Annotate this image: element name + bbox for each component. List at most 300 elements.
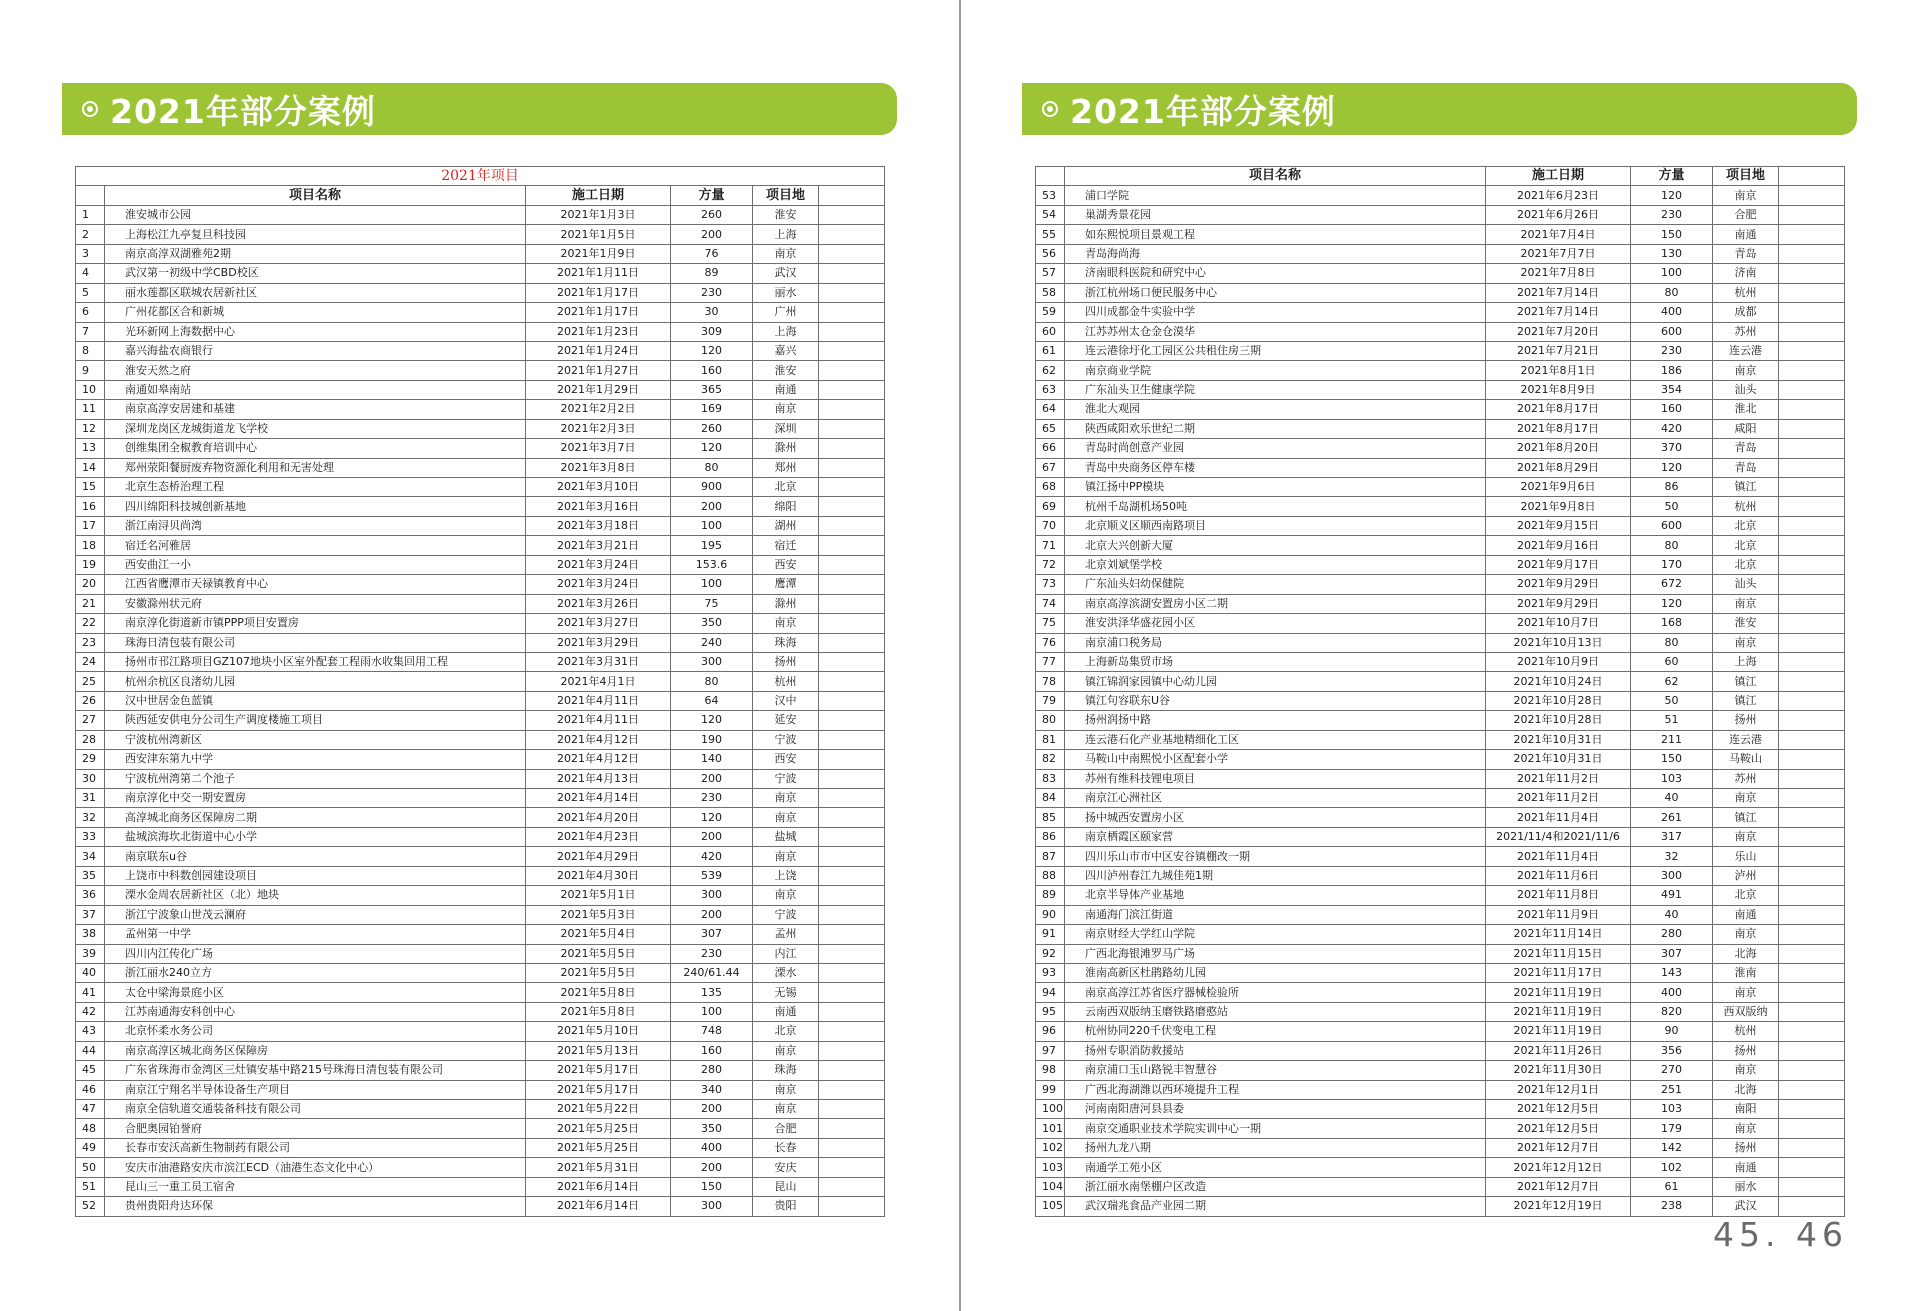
row-number: 63 xyxy=(1036,380,1065,399)
page-number: 45. 46 xyxy=(1713,1215,1848,1254)
project-location: 青岛 xyxy=(1713,458,1779,477)
project-location: 杭州 xyxy=(753,672,819,691)
project-name: 南京交通职业技术学院实训中心一期 xyxy=(1065,1119,1486,1138)
project-name: 苏州有维科技锂电项目 xyxy=(1065,769,1486,788)
table-row xyxy=(76,1022,885,1041)
project-name: 溧水金周农居新社区（北）地块 xyxy=(105,886,526,905)
table-row xyxy=(76,341,885,360)
project-name: 西安曲江一小 xyxy=(105,555,526,574)
row-number: 105 xyxy=(1036,1197,1065,1216)
row-number: 83 xyxy=(1036,769,1065,788)
table-row xyxy=(76,555,885,574)
row-number: 28 xyxy=(76,730,105,749)
volume: 195 xyxy=(671,536,753,555)
table-row xyxy=(76,361,885,380)
construction-date: 2021年5月25日 xyxy=(526,1119,671,1138)
project-name: 广西北海银滩罗马广场 xyxy=(1065,944,1486,963)
volume: 300 xyxy=(671,886,753,905)
project-location: 南京 xyxy=(753,1100,819,1119)
volume: 340 xyxy=(671,1080,753,1099)
volume: 261 xyxy=(1631,808,1713,827)
construction-date: 2021年11月8日 xyxy=(1486,886,1631,905)
row-number: 81 xyxy=(1036,730,1065,749)
construction-date: 2021年12月7日 xyxy=(1486,1177,1631,1196)
blank-cell xyxy=(819,516,885,535)
table-row xyxy=(1036,458,1845,477)
volume: 120 xyxy=(671,439,753,458)
blank-cell xyxy=(1779,827,1845,846)
row-number: 96 xyxy=(1036,1022,1065,1041)
table-header-row xyxy=(1036,167,1845,186)
row-number: 44 xyxy=(76,1041,105,1060)
row-number: 38 xyxy=(76,925,105,944)
project-name: 北京生态桥治理工程 xyxy=(105,478,526,497)
volume: 820 xyxy=(1631,1002,1713,1021)
volume: 672 xyxy=(1631,575,1713,594)
construction-date: 2021年3月24日 xyxy=(526,555,671,574)
header-qty: 方量 xyxy=(671,186,753,205)
table-row xyxy=(1036,1158,1845,1177)
volume: 260 xyxy=(671,205,753,224)
table-row xyxy=(76,380,885,399)
volume: 200 xyxy=(671,1100,753,1119)
project-location: 汕头 xyxy=(1713,380,1779,399)
header-blank xyxy=(819,186,885,205)
project-name: 郑州荥阳餐厨废弃物资源化利用和无害处理 xyxy=(105,458,526,477)
table-row xyxy=(1036,594,1845,613)
row-number: 64 xyxy=(1036,400,1065,419)
project-location: 南京 xyxy=(1713,925,1779,944)
volume: 539 xyxy=(671,866,753,885)
table-row xyxy=(76,594,885,613)
project-name: 广东汕头妇幼保健院 xyxy=(1065,575,1486,594)
blank-cell xyxy=(1779,672,1845,691)
volume: 238 xyxy=(1631,1197,1713,1216)
project-location: 郑州 xyxy=(753,458,819,477)
volume: 600 xyxy=(1631,322,1713,341)
volume: 60 xyxy=(1631,652,1713,671)
construction-date: 2021年5月1日 xyxy=(526,886,671,905)
project-name: 孟州第一中学 xyxy=(105,925,526,944)
volume: 200 xyxy=(671,769,753,788)
table-row xyxy=(1036,478,1845,497)
volume: 120 xyxy=(671,808,753,827)
project-location: 淮北 xyxy=(1713,400,1779,419)
project-location: 珠海 xyxy=(753,633,819,652)
row-number: 9 xyxy=(76,361,105,380)
construction-date: 2021年3月18日 xyxy=(526,516,671,535)
volume: 370 xyxy=(1631,439,1713,458)
construction-date: 2021年10月28日 xyxy=(1486,691,1631,710)
project-location: 北京 xyxy=(1713,555,1779,574)
project-name: 青岛海尚海 xyxy=(1065,244,1486,263)
project-location: 北海 xyxy=(1713,1080,1779,1099)
construction-date: 2021年5月5日 xyxy=(526,963,671,982)
project-location: 南京 xyxy=(753,1080,819,1099)
blank-cell xyxy=(1779,575,1845,594)
row-number: 48 xyxy=(76,1119,105,1138)
row-number: 18 xyxy=(76,536,105,555)
volume: 100 xyxy=(1631,264,1713,283)
row-number: 50 xyxy=(76,1158,105,1177)
project-name: 淮北大观园 xyxy=(1065,400,1486,419)
blank-cell xyxy=(1779,789,1845,808)
project-location: 南京 xyxy=(753,886,819,905)
table-row xyxy=(76,672,885,691)
volume: 186 xyxy=(1631,361,1713,380)
project-location: 南京 xyxy=(1713,1061,1779,1080)
project-location: 南京 xyxy=(753,847,819,866)
construction-date: 2021年4月20日 xyxy=(526,808,671,827)
table-row xyxy=(1036,1138,1845,1157)
project-name: 四川泸州春江九城佳苑1期 xyxy=(1065,866,1486,885)
table-row xyxy=(76,478,885,497)
table-row xyxy=(76,983,885,1002)
table-row xyxy=(1036,575,1845,594)
row-number: 78 xyxy=(1036,672,1065,691)
construction-date: 2021年1月17日 xyxy=(526,283,671,302)
row-number: 26 xyxy=(76,691,105,710)
volume: 354 xyxy=(1631,380,1713,399)
blank-cell xyxy=(1779,1177,1845,1196)
row-number: 70 xyxy=(1036,516,1065,535)
project-location: 镇江 xyxy=(1713,691,1779,710)
row-number: 66 xyxy=(1036,439,1065,458)
blank-cell xyxy=(1779,244,1845,263)
project-name: 青岛时尚创意产业园 xyxy=(1065,439,1486,458)
volume: 600 xyxy=(1631,516,1713,535)
blank-cell xyxy=(1779,1002,1845,1021)
volume: 50 xyxy=(1631,497,1713,516)
volume: 211 xyxy=(1631,730,1713,749)
blank-cell xyxy=(1779,886,1845,905)
row-number: 59 xyxy=(1036,303,1065,322)
table-row xyxy=(1036,283,1845,302)
volume: 80 xyxy=(1631,633,1713,652)
construction-date: 2021年4月1日 xyxy=(526,672,671,691)
volume: 61 xyxy=(1631,1177,1713,1196)
row-number: 62 xyxy=(1036,361,1065,380)
project-name: 南京浦口玉山路锐丰智慧谷 xyxy=(1065,1061,1486,1080)
project-location: 北海 xyxy=(1713,944,1779,963)
construction-date: 2021年5月31日 xyxy=(526,1158,671,1177)
table-row xyxy=(1036,322,1845,341)
table-row xyxy=(1036,963,1845,982)
project-name: 陕西延安供电分公司生产调度楼施工项目 xyxy=(105,711,526,730)
row-number: 14 xyxy=(76,458,105,477)
project-location: 杭州 xyxy=(1713,1022,1779,1041)
row-number: 52 xyxy=(76,1197,105,1216)
volume: 120 xyxy=(1631,594,1713,613)
project-name: 镇江句容联东U谷 xyxy=(1065,691,1486,710)
project-location: 安庆 xyxy=(753,1158,819,1177)
blank-cell xyxy=(819,575,885,594)
blank-cell xyxy=(819,322,885,341)
construction-date: 2021年1月9日 xyxy=(526,244,671,263)
project-location: 马鞍山 xyxy=(1713,750,1779,769)
table-row xyxy=(76,866,885,885)
blank-cell xyxy=(819,963,885,982)
construction-date: 2021年9月29日 xyxy=(1486,594,1631,613)
construction-date: 2021年7月14日 xyxy=(1486,303,1631,322)
project-location: 咸阳 xyxy=(1713,419,1779,438)
project-location: 合肥 xyxy=(1713,205,1779,224)
project-name: 盐城滨海坎北街道中心小学 xyxy=(105,827,526,846)
row-number: 98 xyxy=(1036,1061,1065,1080)
blank-cell xyxy=(819,419,885,438)
blank-cell xyxy=(819,1041,885,1060)
project-name: 浙江宁波象山世茂云澜府 xyxy=(105,905,526,924)
volume: 240 xyxy=(671,633,753,652)
construction-date: 2021/11/4和2021/11/6 xyxy=(1486,827,1631,846)
row-number: 47 xyxy=(76,1100,105,1119)
project-name: 青岛中央商务区停车楼 xyxy=(1065,458,1486,477)
blank-cell xyxy=(819,925,885,944)
project-name: 扬州润扬中路 xyxy=(1065,711,1486,730)
construction-date: 2021年11月2日 xyxy=(1486,769,1631,788)
project-name: 深圳龙岗区龙城街道龙飞学校 xyxy=(105,419,526,438)
blank-cell xyxy=(1779,769,1845,788)
table-row xyxy=(1036,1119,1845,1138)
volume: 251 xyxy=(1631,1080,1713,1099)
volume: 150 xyxy=(1631,750,1713,769)
construction-date: 2021年7月8日 xyxy=(1486,264,1631,283)
blank-cell xyxy=(1779,439,1845,458)
blank-cell xyxy=(819,827,885,846)
table-row xyxy=(1036,341,1845,360)
table-row xyxy=(1036,847,1845,866)
row-number: 22 xyxy=(76,614,105,633)
project-name: 安徽滁州状元府 xyxy=(105,594,526,613)
project-name: 南通海门滨江街道 xyxy=(1065,905,1486,924)
table-row xyxy=(76,1080,885,1099)
table-row xyxy=(76,750,885,769)
project-name: 宁波杭州湾第二个池子 xyxy=(105,769,526,788)
blank-cell xyxy=(1779,303,1845,322)
construction-date: 2021年4月11日 xyxy=(526,711,671,730)
row-number: 77 xyxy=(1036,652,1065,671)
row-number: 4 xyxy=(76,264,105,283)
project-name: 南京江心洲社区 xyxy=(1065,789,1486,808)
row-number: 33 xyxy=(76,827,105,846)
row-number: 72 xyxy=(1036,555,1065,574)
project-location: 连云港 xyxy=(1713,341,1779,360)
blank-cell xyxy=(819,769,885,788)
blank-cell xyxy=(1779,691,1845,710)
project-name: 广东汕头卫生健康学院 xyxy=(1065,380,1486,399)
table-row xyxy=(1036,1022,1845,1041)
project-location: 扬州 xyxy=(1713,711,1779,730)
blank-cell xyxy=(1779,478,1845,497)
project-location: 苏州 xyxy=(1713,322,1779,341)
project-location: 成都 xyxy=(1713,303,1779,322)
project-location: 镇江 xyxy=(1713,808,1779,827)
project-name: 江苏南通海安科创中心 xyxy=(105,1002,526,1021)
construction-date: 2021年5月4日 xyxy=(526,925,671,944)
left-banner-title: 2021年部分案例 xyxy=(110,91,376,131)
project-name: 江西省鹰潭市天禄镇教育中心 xyxy=(105,575,526,594)
project-name: 淮南高新区杜鹃路幼儿园 xyxy=(1065,963,1486,982)
row-number: 30 xyxy=(76,769,105,788)
row-number: 104 xyxy=(1036,1177,1065,1196)
project-name: 南京高淳区城北商务区保障房 xyxy=(105,1041,526,1060)
blank-cell xyxy=(819,225,885,244)
blank-cell xyxy=(819,1138,885,1157)
table-row xyxy=(76,1177,885,1196)
project-location: 淮安 xyxy=(753,205,819,224)
table-row xyxy=(1036,614,1845,633)
project-name: 四川内江传化广场 xyxy=(105,944,526,963)
row-number: 49 xyxy=(76,1138,105,1157)
table-row xyxy=(76,886,885,905)
project-name: 武汉瑞兆食品产业园二期 xyxy=(1065,1197,1486,1216)
blank-cell xyxy=(1779,516,1845,535)
project-location: 南京 xyxy=(1713,827,1779,846)
table-row xyxy=(1036,244,1845,263)
table-row xyxy=(76,905,885,924)
construction-date: 2021年3月24日 xyxy=(526,575,671,594)
project-name: 扬中城西安置房小区 xyxy=(1065,808,1486,827)
volume: 491 xyxy=(1631,886,1713,905)
blank-cell xyxy=(1779,730,1845,749)
row-number: 31 xyxy=(76,789,105,808)
table-row xyxy=(1036,361,1845,380)
volume: 80 xyxy=(671,458,753,477)
project-name: 武汉第一初级中学CBD校区 xyxy=(105,264,526,283)
project-name: 西安津东第九中学 xyxy=(105,750,526,769)
project-location: 宁波 xyxy=(753,730,819,749)
construction-date: 2021年4月29日 xyxy=(526,847,671,866)
construction-date: 2021年1月27日 xyxy=(526,361,671,380)
blank-cell xyxy=(819,380,885,399)
project-name: 南京联东u谷 xyxy=(105,847,526,866)
table-row xyxy=(76,769,885,788)
table-header-row xyxy=(76,186,885,205)
row-number: 60 xyxy=(1036,322,1065,341)
row-number: 55 xyxy=(1036,225,1065,244)
volume: 150 xyxy=(1631,225,1713,244)
volume: 51 xyxy=(1631,711,1713,730)
construction-date: 2021年1月11日 xyxy=(526,264,671,283)
volume: 30 xyxy=(671,303,753,322)
blank-cell xyxy=(1779,1041,1845,1060)
page-spine-divider xyxy=(959,0,961,1311)
blank-cell xyxy=(1779,847,1845,866)
blank-cell xyxy=(1779,264,1845,283)
project-name: 扬州专职消防救援站 xyxy=(1065,1041,1486,1060)
row-number: 56 xyxy=(1036,244,1065,263)
row-number: 42 xyxy=(76,1002,105,1021)
blank-cell xyxy=(819,303,885,322)
blank-cell xyxy=(819,633,885,652)
volume: 143 xyxy=(1631,963,1713,982)
table-row xyxy=(1036,925,1845,944)
blank-cell xyxy=(819,1080,885,1099)
volume: 160 xyxy=(671,1041,753,1060)
blank-cell xyxy=(1779,1022,1845,1041)
construction-date: 2021年1月17日 xyxy=(526,303,671,322)
project-location: 北京 xyxy=(1713,536,1779,555)
construction-date: 2021年11月26日 xyxy=(1486,1041,1631,1060)
project-location: 昆山 xyxy=(753,1177,819,1196)
construction-date: 2021年9月6日 xyxy=(1486,478,1631,497)
blank-cell xyxy=(1779,905,1845,924)
construction-date: 2021年11月9日 xyxy=(1486,905,1631,924)
blank-cell xyxy=(819,750,885,769)
project-name: 扬州九龙八期 xyxy=(1065,1138,1486,1157)
construction-date: 2021年12月19日 xyxy=(1486,1197,1631,1216)
blank-cell xyxy=(1779,1080,1845,1099)
table-row xyxy=(1036,205,1845,224)
table-row xyxy=(1036,983,1845,1002)
table-row xyxy=(1036,789,1845,808)
project-location: 西双版纳 xyxy=(1713,1002,1779,1021)
blank-cell xyxy=(819,594,885,613)
row-number: 8 xyxy=(76,341,105,360)
construction-date: 2021年6月14日 xyxy=(526,1177,671,1196)
row-number: 34 xyxy=(76,847,105,866)
construction-date: 2021年10月7日 xyxy=(1486,614,1631,633)
row-number: 95 xyxy=(1036,1002,1065,1021)
header-date: 施工日期 xyxy=(1486,167,1631,186)
construction-date: 2021年10月31日 xyxy=(1486,750,1631,769)
project-name: 淮安城市公园 xyxy=(105,205,526,224)
volume: 230 xyxy=(1631,205,1713,224)
construction-date: 2021年10月28日 xyxy=(1486,711,1631,730)
row-number: 94 xyxy=(1036,983,1065,1002)
volume: 100 xyxy=(671,1002,753,1021)
row-number: 74 xyxy=(1036,594,1065,613)
construction-date: 2021年11月14日 xyxy=(1486,925,1631,944)
volume: 75 xyxy=(671,594,753,613)
volume: 170 xyxy=(1631,555,1713,574)
construction-date: 2021年11月19日 xyxy=(1486,1002,1631,1021)
construction-date: 2021年3月16日 xyxy=(526,497,671,516)
construction-date: 2021年7月7日 xyxy=(1486,244,1631,263)
blank-cell xyxy=(819,691,885,710)
project-name: 马鞍山中南熙悦小区配套小学 xyxy=(1065,750,1486,769)
row-number: 85 xyxy=(1036,808,1065,827)
project-location: 南京 xyxy=(753,1041,819,1060)
construction-date: 2021年3月8日 xyxy=(526,458,671,477)
blank-cell xyxy=(819,711,885,730)
project-location: 南京 xyxy=(1713,186,1779,205)
construction-date: 2021年11月4日 xyxy=(1486,808,1631,827)
row-number: 7 xyxy=(76,322,105,341)
blank-cell xyxy=(819,1158,885,1177)
construction-date: 2021年11月30日 xyxy=(1486,1061,1631,1080)
construction-date: 2021年9月16日 xyxy=(1486,536,1631,555)
blank-cell xyxy=(1779,186,1845,205)
construction-date: 2021年9月29日 xyxy=(1486,575,1631,594)
left-section-banner xyxy=(62,83,897,135)
blank-cell xyxy=(1779,944,1845,963)
table-row xyxy=(1036,536,1845,555)
construction-date: 2021年10月24日 xyxy=(1486,672,1631,691)
project-name: 杭州千岛湖机场50吨 xyxy=(1065,497,1486,516)
volume: 317 xyxy=(1631,827,1713,846)
construction-date: 2021年12月5日 xyxy=(1486,1100,1631,1119)
table-row xyxy=(76,400,885,419)
table-row xyxy=(1036,419,1845,438)
volume: 64 xyxy=(671,691,753,710)
construction-date: 2021年12月7日 xyxy=(1486,1138,1631,1157)
blank-cell xyxy=(1779,1138,1845,1157)
project-location: 汉中 xyxy=(753,691,819,710)
project-location: 北京 xyxy=(1713,516,1779,535)
blank-cell xyxy=(1779,1119,1845,1138)
blank-cell xyxy=(819,536,885,555)
